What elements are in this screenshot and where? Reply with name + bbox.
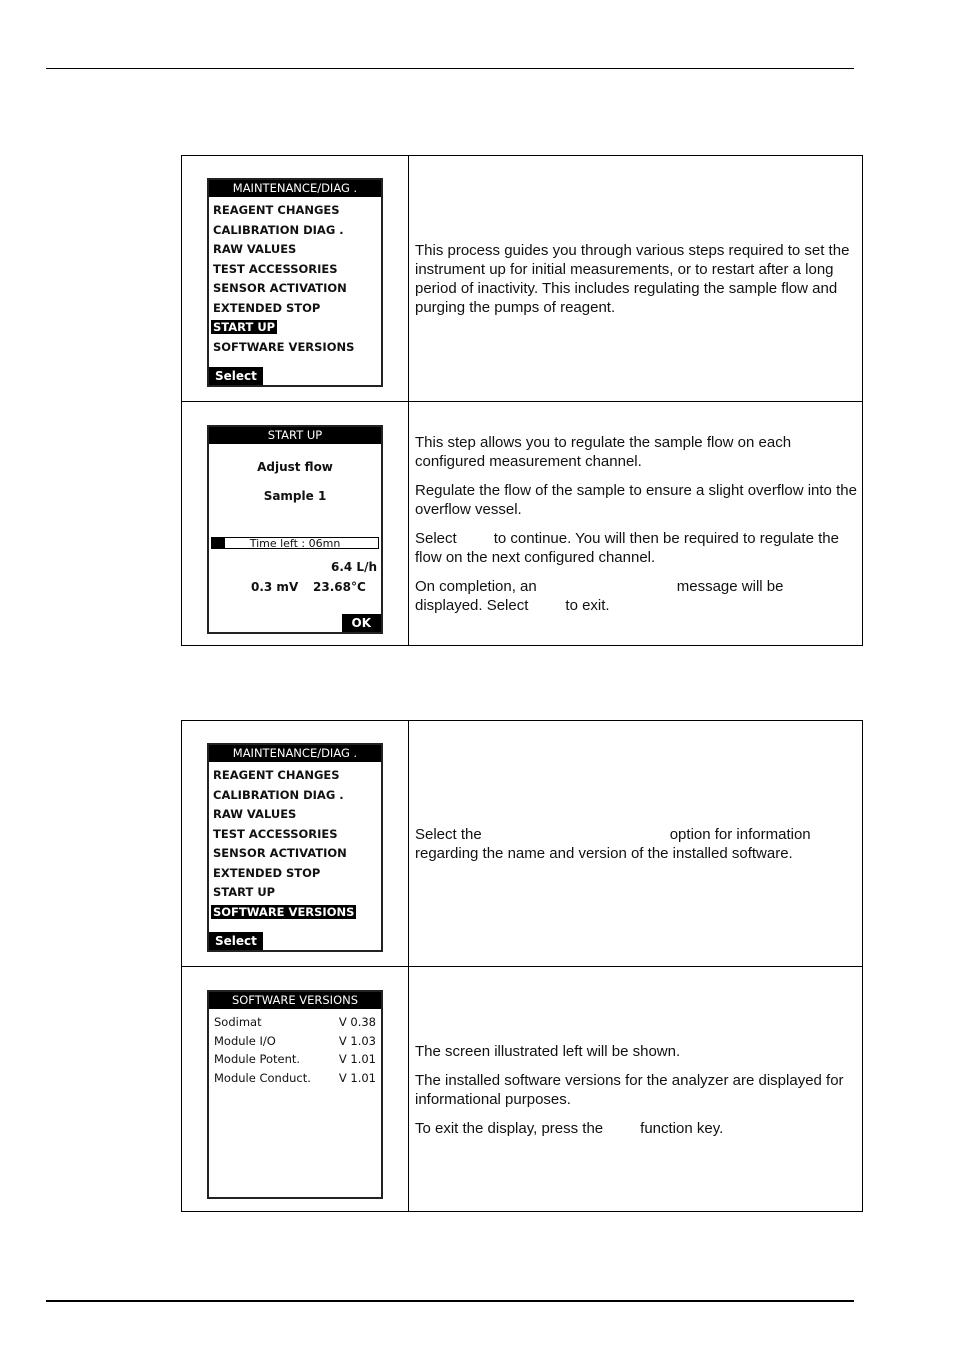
menu-item-label: EXTENDED STOP <box>213 865 321 880</box>
description-cell <box>415 156 857 401</box>
module-version: V 1.03 <box>338 1033 376 1048</box>
text-fragment: To exit the display, press the <box>415 1119 604 1137</box>
menu-item-label: START UP <box>213 320 276 334</box>
software-menu-description <box>415 825 857 863</box>
menu-item-label: TEST ACCESSORIES <box>213 826 338 841</box>
lcd-title: SOFTWARE VERSIONS <box>209 992 381 1009</box>
menu-item[interactable] <box>211 864 381 884</box>
menu-item[interactable] <box>211 221 381 241</box>
text-fragment: to continue. You will then be required to regulate the flow on the next configured channel. <box>415 530 839 566</box>
lcd-menu-screen-software <box>207 743 383 952</box>
startup-table-row-adjust-flow <box>182 401 862 646</box>
ok-softkey[interactable]: OK <box>342 614 382 632</box>
menu-item-label: SENSOR ACTIVATION <box>213 846 347 860</box>
menu-item[interactable] <box>211 825 381 845</box>
software-description-3 <box>415 1119 857 1138</box>
menu-item-label: TEST ACCESSORIES <box>213 261 338 276</box>
header-rule <box>46 68 854 69</box>
menu-item-label: CALIBRATION DIAG . <box>213 222 344 237</box>
menu-list <box>209 762 381 922</box>
text-fragment: function key. <box>640 1119 724 1137</box>
menu-item-label: EXTENDED STOP <box>213 300 321 315</box>
lcd-title: MAINTENANCE/DIAG . <box>209 180 381 197</box>
text-fragment: displayed. Select <box>415 597 529 614</box>
lcd-menu-screen-startup <box>207 178 383 387</box>
select-softkey[interactable]: Select <box>209 932 263 950</box>
module-version: V 1.01 <box>338 1052 376 1066</box>
lcd-title: MAINTENANCE/DIAG . <box>209 745 381 762</box>
menu-item[interactable] <box>211 766 381 786</box>
adjust-flow-description-2: Regulate the flow of the sample to ensure a slight overflow into the overflow vessel. <box>415 482 857 518</box>
menu-item-label: SOFTWARE VERSIONS <box>213 339 355 354</box>
description-cell <box>415 402 857 646</box>
module-version: V 1.01 <box>338 1070 376 1085</box>
menu-item-label: RAW VALUES <box>213 807 297 821</box>
description-cell <box>415 721 857 966</box>
startup-description: This process guides you through various steps required to set the instrument up for initial measurements, or to restart after a long period of inactivity. This includes regulating the sample flow and purging the pumps of reagent. <box>415 241 850 316</box>
software-version-row <box>214 1013 376 1032</box>
text-fragment: On completion, an <box>415 578 537 595</box>
text-fragment: Select the <box>415 825 482 843</box>
software-version-row <box>214 1032 376 1051</box>
text-fragment: to exit. <box>565 597 610 614</box>
menu-item-label: SENSOR ACTIVATION <box>213 281 347 295</box>
text-fragment: Select <box>415 530 457 547</box>
startup-table-row-menu <box>182 156 862 401</box>
menu-item[interactable] <box>211 903 381 923</box>
menu-item[interactable] <box>211 299 381 319</box>
menu-item[interactable] <box>211 279 381 299</box>
module-name: Sodimat <box>214 1015 262 1029</box>
column-divider <box>408 721 409 966</box>
text-fragment: option for information regarding the name and version of the installed software. <box>415 825 811 862</box>
menu-item[interactable] <box>211 318 381 338</box>
column-divider <box>408 967 409 1212</box>
menu-item[interactable] <box>211 338 381 358</box>
description-cell <box>415 967 857 1212</box>
adjust-flow-description-1: This step allows you to regulate the sample flow on each configured measurement channel. <box>415 434 792 470</box>
time-left-text: Time left : 06mn <box>249 537 341 550</box>
lcd-software-versions-screen <box>207 990 383 1199</box>
software-description-2: The installed software versions for the analyzer are displayed for informational purposes. <box>415 1071 844 1108</box>
lcd-title: START UP <box>209 427 381 444</box>
menu-item[interactable] <box>211 240 381 260</box>
module-name: Module Potent. <box>214 1052 301 1066</box>
software-description-1: The screen illustrated left will be shown. <box>415 1042 681 1060</box>
module-name: Module Conduct. <box>214 1070 311 1085</box>
select-softkey[interactable]: Select <box>209 367 263 385</box>
adjust-flow-description-4 <box>415 577 857 615</box>
menu-item[interactable] <box>211 805 381 825</box>
software-version-row <box>214 1050 376 1069</box>
startup-table <box>181 155 863 646</box>
menu-item[interactable] <box>211 201 381 221</box>
menu-item-label: REAGENT CHANGES <box>213 768 340 782</box>
text-fragment: message will be <box>676 578 784 595</box>
adjust-flow-description-3 <box>415 529 857 567</box>
mv-value: 0.3 mV <box>251 580 299 594</box>
menu-item-label: SOFTWARE VERSIONS <box>213 904 355 919</box>
footer-rule <box>46 1300 854 1302</box>
module-version: V 0.38 <box>338 1015 376 1029</box>
module-name: Module I/O <box>214 1033 276 1048</box>
flow-value: 6.4 L/h <box>330 560 377 574</box>
software-version-list <box>209 1009 381 1087</box>
menu-item-label: RAW VALUES <box>213 242 297 256</box>
column-divider <box>408 402 409 646</box>
menu-item-label: CALIBRATION DIAG . <box>213 787 344 802</box>
menu-item[interactable] <box>211 844 381 864</box>
menu-item[interactable] <box>211 260 381 280</box>
adjust-flow-label: Adjust flow <box>257 460 333 474</box>
menu-list <box>209 197 381 357</box>
menu-item-label: REAGENT CHANGES <box>213 203 340 217</box>
menu-item-label: START UP <box>213 885 276 899</box>
software-versions-table <box>181 720 863 1212</box>
time-left-bar <box>211 537 379 549</box>
menu-item[interactable] <box>211 786 381 806</box>
software-version-row <box>214 1069 376 1088</box>
sample-label: Sample 1 <box>263 489 327 503</box>
column-divider <box>408 156 409 401</box>
lcd-startup-screen <box>207 425 383 634</box>
software-table-row-menu <box>182 721 862 966</box>
software-table-row-versions <box>182 966 862 1212</box>
temperature-value: 23.68°C <box>313 580 366 594</box>
menu-item[interactable] <box>211 883 381 903</box>
